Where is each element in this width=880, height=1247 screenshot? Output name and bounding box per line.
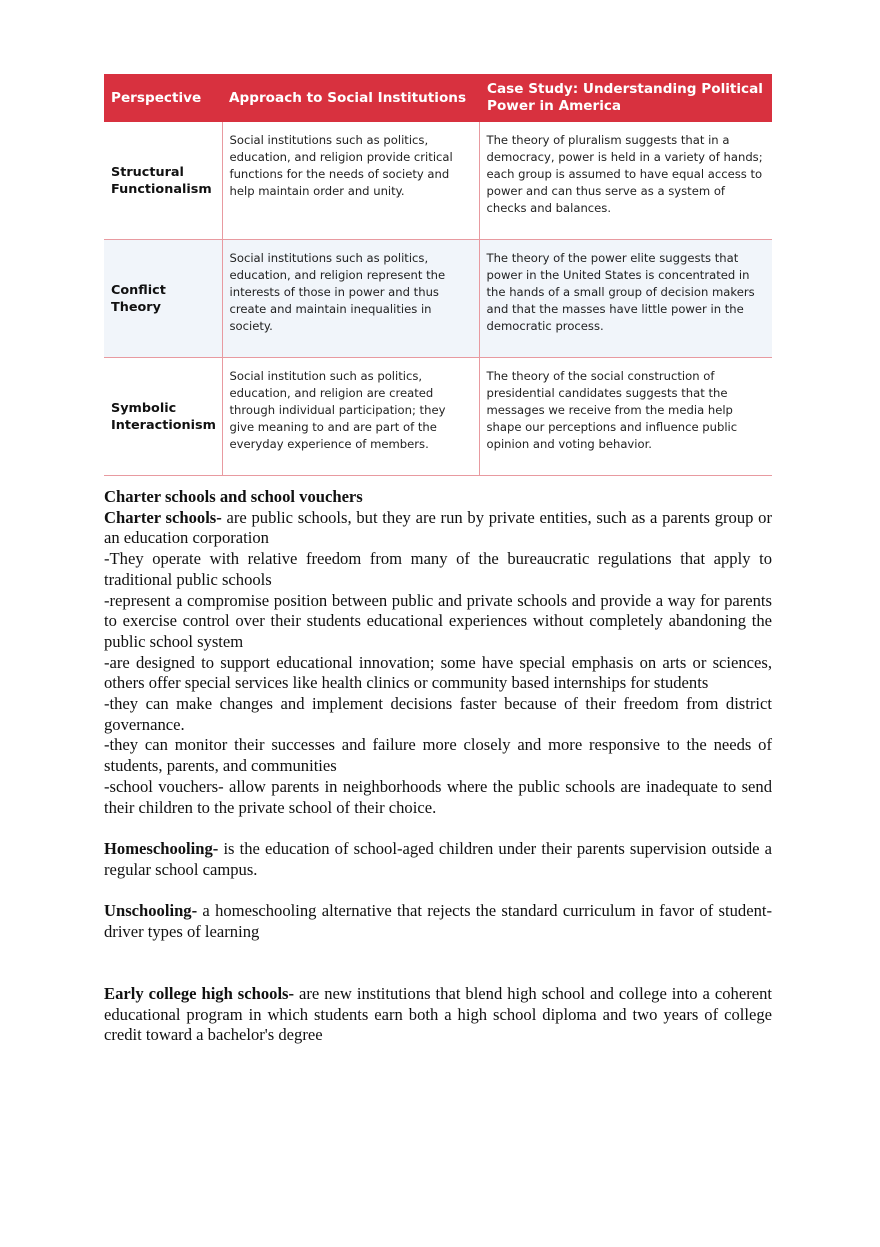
row-perspective: Symbolic Interactionism bbox=[104, 358, 222, 476]
unschooling-definition bbox=[104, 901, 772, 942]
row-case-study: The theory of the social construction of presidential candidates suggests that the messages we receive from the media help shape our perceptions and influence public opinion and voting behavior. bbox=[479, 358, 772, 476]
homeschooling-term: Homeschooling- bbox=[104, 838, 219, 858]
charter-term: Charter schools- bbox=[104, 507, 222, 527]
unschooling-def-text: a homeschooling alternative that rejects the standard curriculum in favor of student-driver types of learning bbox=[104, 901, 772, 941]
row-approach: Social institutions such as politics, education, and religion provide critical functions for the needs of society and help maintain order and unity. bbox=[222, 122, 479, 240]
charter-def-text: are public schools, but they are run by private entities, such as a parents group or an education corporation bbox=[104, 507, 772, 548]
spacer bbox=[104, 942, 772, 983]
list-item: -are designed to support educational innovation; some have special emphasis on arts or sciences, others offer special services like health clinics or community based internships for students bbox=[104, 652, 772, 693]
document-page bbox=[104, 74, 772, 1046]
row-perspective: Conflict Theory bbox=[104, 240, 222, 358]
list-item: -represent a compromise position between public and private schools and provide a way for parents to exercise control over their students educational experiences without completely abandoning the public school system bbox=[104, 590, 772, 651]
homeschooling-def-text: is the education of school-aged children under their parents supervision outside a regular school campus. bbox=[104, 838, 772, 879]
row-approach: Social institutions such as politics, education, and religion represent the interests of those in power and thus create and maintain inequalities in society. bbox=[222, 240, 479, 358]
row-case-study: The theory of the power elite suggests that power in the United States is concentrated in the hands of a small group of decision makers and that the masses have little power in the democratic process. bbox=[479, 240, 772, 358]
charter-heading: Charter schools and school vouchers bbox=[104, 487, 363, 506]
charter-definition bbox=[104, 508, 772, 549]
row-case-study: The theory of pluralism suggests that in a democracy, power is held in a variety of hands; each group is assumed to have equal access to power and can thus serve as a system of checks and balances. bbox=[479, 122, 772, 240]
header-case-study: Case Study: Understanding Political Power in America bbox=[479, 74, 772, 122]
list-item: -They operate with relative freedom from many of the bureaucratic regulations that apply to traditional public schools bbox=[104, 549, 772, 589]
early-college-definition bbox=[104, 984, 772, 1046]
header-approach: Approach to Social Institutions bbox=[222, 74, 479, 122]
list-item: -they can monitor their successes and failure more closely and more responsive to the needs of students, parents, and communities bbox=[104, 735, 772, 776]
header-perspective: Perspective bbox=[104, 74, 222, 122]
row-approach: Social institution such as politics, education, and religion are created through individual participation; they give meaning to and are part of the everyday experience of members. bbox=[222, 358, 479, 476]
early-college-term: Early college high schools- bbox=[104, 983, 295, 1003]
unschooling-term: Unschooling- bbox=[104, 901, 198, 921]
table-row bbox=[104, 358, 772, 476]
row-perspective: Structural Functionalism bbox=[104, 122, 222, 240]
body-text bbox=[104, 487, 772, 1046]
table-row bbox=[104, 240, 772, 358]
perspectives-table bbox=[104, 74, 772, 476]
early-college-def-text: are new institutions that blend high school and college into a coherent educational program in which students earn both a high school diploma and two years of college credit toward a bachelor's degree bbox=[104, 983, 772, 1045]
list-item: -they can make changes and implement decisions faster because of their freedom from district governance. bbox=[104, 694, 772, 734]
list-item: -school vouchers- allow parents in neighborhoods where the public schools are inadequate to send their children to the private school of their choice. bbox=[104, 776, 772, 817]
table-header-row bbox=[104, 74, 772, 122]
table-row bbox=[104, 122, 772, 240]
spacer bbox=[104, 818, 772, 839]
spacer bbox=[104, 880, 772, 901]
homeschooling-definition bbox=[104, 839, 772, 880]
